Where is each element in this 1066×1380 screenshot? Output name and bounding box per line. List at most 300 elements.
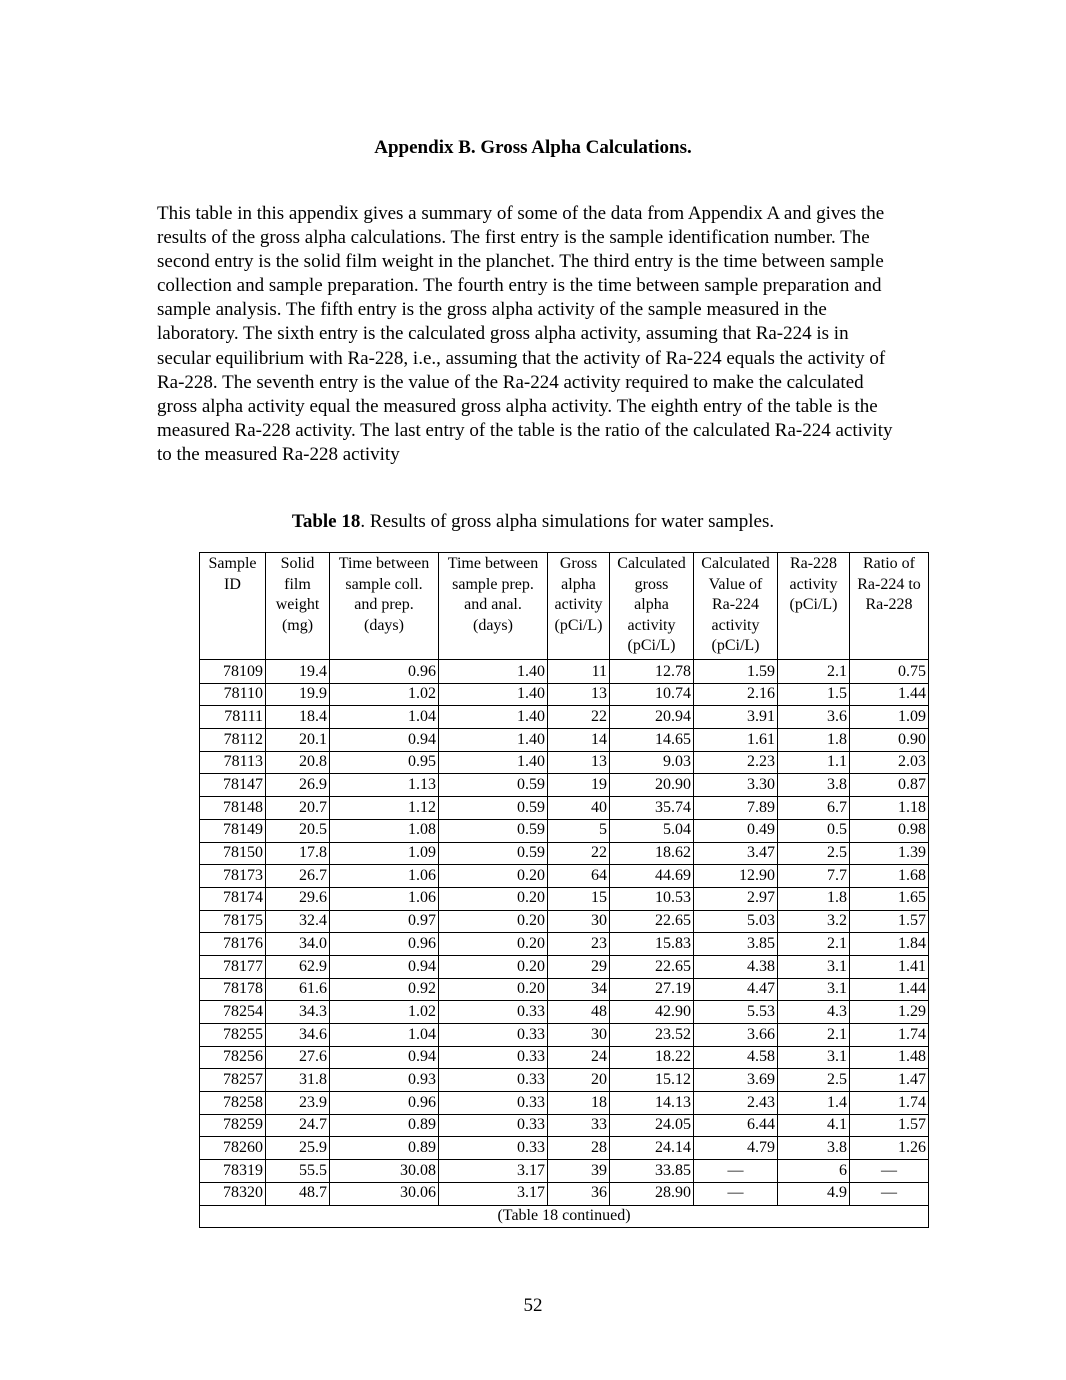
table-row — [200, 819, 929, 842]
table-cell: 1.61 — [694, 729, 778, 752]
table-cell: 0.33 — [439, 1092, 548, 1115]
table-continued-note: (Table 18 continued) — [200, 1205, 929, 1227]
table-cell: 6 — [778, 1160, 850, 1183]
table-cell: 14.65 — [610, 729, 694, 752]
table-cell: 5.03 — [694, 910, 778, 933]
table-cell: 22.65 — [610, 955, 694, 978]
table-cell: 19 — [548, 774, 610, 797]
table-cell: 3.91 — [694, 706, 778, 729]
table-cell: 7.7 — [778, 865, 850, 888]
table-cell: 26.7 — [266, 865, 330, 888]
table-cell: 10.53 — [610, 887, 694, 910]
table-cell: 78255 — [200, 1024, 266, 1047]
table-cell: 34.0 — [266, 933, 330, 956]
table-row — [200, 933, 929, 956]
table-cell: 1.13 — [330, 774, 439, 797]
table-cell: 32.4 — [266, 910, 330, 933]
table-cell: 0.96 — [330, 660, 439, 684]
table-cell: 0.92 — [330, 978, 439, 1001]
column-header-line: Ra-224 — [711, 596, 760, 613]
table-cell: 20.90 — [610, 774, 694, 797]
column-header-line: sample coll. — [345, 575, 423, 593]
table-cell: 0.20 — [439, 978, 548, 1001]
appendix-heading: Appendix B. Gross Alpha Calculations. — [374, 137, 692, 158]
table-cell: 0.33 — [439, 1137, 548, 1160]
column-header — [778, 553, 850, 660]
table-cell: 3.1 — [778, 978, 850, 1001]
table-cell: 1.09 — [330, 842, 439, 865]
table-cell: 4.1 — [778, 1114, 850, 1137]
intro-line: collection and sample preparation. The fourth entry is the time between sample preparation and — [157, 275, 882, 297]
table-cell: 0.33 — [439, 1046, 548, 1069]
table-cell: 30.06 — [330, 1182, 439, 1205]
table-row — [200, 910, 929, 933]
table-cell: 0.94 — [330, 1046, 439, 1069]
table-row — [200, 842, 929, 865]
column-header-line: Solid — [280, 555, 315, 572]
table-cell: 29.6 — [266, 887, 330, 910]
table-cell: 20.1 — [266, 729, 330, 752]
table-cell: 3.47 — [694, 842, 778, 865]
column-header-line: (mg) — [281, 616, 314, 634]
table-cell: 2.23 — [694, 751, 778, 774]
table-cell: 0.33 — [439, 1069, 548, 1092]
table-cell: 1.08 — [330, 819, 439, 842]
table-cell: 2.16 — [694, 683, 778, 706]
table-cell: 9.03 — [610, 751, 694, 774]
page-number: 52 — [523, 1295, 543, 1316]
table-cell: 1.74 — [850, 1024, 929, 1047]
column-header-line: and prep. — [354, 596, 414, 613]
table-cell: 1.8 — [778, 887, 850, 910]
table-cell: 78319 — [200, 1160, 266, 1183]
table-cell: 0.5 — [778, 819, 850, 842]
table-cell: 33 — [548, 1114, 610, 1137]
table-cell: 2.5 — [778, 842, 850, 865]
table-cell: 30 — [548, 1024, 610, 1047]
column-header-line: activity — [554, 596, 603, 613]
table-cell: 22 — [548, 842, 610, 865]
table-cell: 1.06 — [330, 887, 439, 910]
table-cell: 1.1 — [778, 751, 850, 774]
table-cell: 2.5 — [778, 1069, 850, 1092]
table-cell: 5 — [548, 819, 610, 842]
table-cell: 1.06 — [330, 865, 439, 888]
table-cell: 1.48 — [850, 1046, 929, 1069]
table-cell: 1.04 — [330, 1024, 439, 1047]
table-cell: 0.75 — [850, 660, 929, 684]
column-header-line: Time between — [447, 555, 539, 572]
table-cell: 78258 — [200, 1092, 266, 1115]
table-row — [200, 797, 929, 820]
table-cell: 1.40 — [439, 729, 548, 752]
column-header-line: Ra-224 to — [857, 575, 921, 593]
column-header-line: Value of — [708, 575, 763, 593]
table-cell: 36 — [548, 1182, 610, 1205]
table-cell: 0.87 — [850, 774, 929, 797]
table-row — [200, 660, 929, 684]
table-cell: 18.22 — [610, 1046, 694, 1069]
column-header — [200, 553, 266, 660]
column-header-line: Sample — [208, 555, 257, 572]
table-cell: 78178 — [200, 978, 266, 1001]
column-header-line: Time between — [338, 555, 430, 572]
table-cell: 1.74 — [850, 1092, 929, 1115]
table-cell: 15.83 — [610, 933, 694, 956]
table-cell: 3.8 — [778, 1137, 850, 1160]
table-cell: 0.20 — [439, 955, 548, 978]
table-cell: 34 — [548, 978, 610, 1001]
column-header-line: (pCi/L) — [711, 637, 760, 654]
table-cell: 2.1 — [778, 1024, 850, 1047]
table-cell: 31.8 — [266, 1069, 330, 1092]
table-cell: 34.3 — [266, 1001, 330, 1024]
column-header — [330, 553, 439, 660]
table-cell: 55.5 — [266, 1160, 330, 1183]
table-cell: 78256 — [200, 1046, 266, 1069]
table-cell: 13 — [548, 751, 610, 774]
table-cell: 48 — [548, 1001, 610, 1024]
table-cell: 24.14 — [610, 1137, 694, 1160]
table-cell: 12.90 — [694, 865, 778, 888]
intro-line: to the measured Ra-228 activity — [157, 443, 400, 465]
table-row — [200, 751, 929, 774]
intro-line: second entry is the solid film weight in the planchet. The third entry is the time between sample — [157, 251, 884, 273]
table-cell: 3.8 — [778, 774, 850, 797]
table-cell: 24 — [548, 1046, 610, 1069]
column-header-line: gross — [634, 575, 669, 593]
intro-line: gross alpha activity equal the measured gross alpha activity. The eighth entry of the table is the — [157, 395, 878, 417]
table-header-row — [200, 553, 929, 660]
table-cell: 1.4 — [778, 1092, 850, 1115]
column-header-line: (pCi/L) — [554, 616, 603, 634]
column-header — [850, 553, 929, 660]
column-header-line: (pCi/L) — [627, 637, 676, 654]
table-cell: 78175 — [200, 910, 266, 933]
table-cell: 11 — [548, 660, 610, 684]
table-cell: 78259 — [200, 1114, 266, 1137]
column-header-line: activity — [711, 616, 760, 634]
intro-line: Ra-228. The seventh entry is the value of the Ra-224 activity required to make the calculated — [157, 371, 864, 393]
table-cell: 17.8 — [266, 842, 330, 865]
table-cell: 3.66 — [694, 1024, 778, 1047]
column-header-line: alpha — [561, 575, 596, 593]
column-header-line: Ratio of — [863, 555, 915, 572]
table-cell: 5.04 — [610, 819, 694, 842]
table-cell: 1.65 — [850, 887, 929, 910]
table-cell: 20.94 — [610, 706, 694, 729]
table-cell: 62.9 — [266, 955, 330, 978]
table-cell: 1.84 — [850, 933, 929, 956]
table-cell: 3.30 — [694, 774, 778, 797]
table-cell: 78147 — [200, 774, 266, 797]
column-header-line: Calculated — [701, 555, 770, 572]
table-cell: 3.85 — [694, 933, 778, 956]
column-header-line: sample prep. — [452, 575, 534, 593]
table-cell: 2.03 — [850, 751, 929, 774]
table-cell: 0.98 — [850, 819, 929, 842]
table-cell: 27.19 — [610, 978, 694, 1001]
table-row — [200, 865, 929, 888]
column-header — [610, 553, 694, 660]
table-cell: 29 — [548, 955, 610, 978]
table-cell: 20 — [548, 1069, 610, 1092]
table-cell: 2.1 — [778, 660, 850, 684]
table-cell: 18.62 — [610, 842, 694, 865]
intro-line: measured Ra-228 activity. The last entry of the table is the ratio of the calculated Ra-224 activity — [157, 419, 893, 441]
column-header — [266, 553, 330, 660]
table-cell: 44.69 — [610, 865, 694, 888]
table-cell: 78109 — [200, 660, 266, 684]
table-cell: 23.52 — [610, 1024, 694, 1047]
table-cell: 14 — [548, 729, 610, 752]
table-cell: 3.6 — [778, 706, 850, 729]
table-cell: 39 — [548, 1160, 610, 1183]
table-row — [200, 1182, 929, 1205]
column-header-line: activity — [627, 616, 676, 634]
table-row — [200, 729, 929, 752]
table-cell: 28.90 — [610, 1182, 694, 1205]
column-header-line: (pCi/L) — [789, 596, 838, 613]
table-cell: 2.1 — [778, 933, 850, 956]
table-cell: 0.20 — [439, 865, 548, 888]
column-header-line: ID — [224, 575, 241, 593]
column-header — [548, 553, 610, 660]
table-cell: 18.4 — [266, 706, 330, 729]
table-cell: 0.93 — [330, 1069, 439, 1092]
table-cell: — — [694, 1182, 778, 1205]
intro-line: This table in this appendix gives a summary of some of the data from Appendix A and gives the — [157, 203, 885, 224]
table-cell: 6.7 — [778, 797, 850, 820]
table-cell: 0.59 — [439, 842, 548, 865]
table-cell: 40 — [548, 797, 610, 820]
table-cell: 18 — [548, 1092, 610, 1115]
table-cell: 0.94 — [330, 729, 439, 752]
table-cell: 15.12 — [610, 1069, 694, 1092]
table-cell: 0.96 — [330, 933, 439, 956]
table-cell: 1.39 — [850, 842, 929, 865]
table-cell: 64 — [548, 865, 610, 888]
table-cell: 4.47 — [694, 978, 778, 1001]
table-cell: 0.59 — [439, 774, 548, 797]
intro-line: secular equilibrium with Ra-228, i.e., assuming that the activity of Ra-224 equals the activity of — [157, 347, 886, 369]
table-cell: 3.1 — [778, 955, 850, 978]
column-header-line: Ra-228 — [865, 596, 913, 613]
column-header-line: Gross — [559, 555, 598, 572]
table-cell: 3.69 — [694, 1069, 778, 1092]
column-header — [439, 553, 548, 660]
intro-line: sample analysis. The fifth entry is the gross alpha activity of the sample measured in the — [157, 299, 827, 321]
table-cell: 0.20 — [439, 910, 548, 933]
column-header-line: and anal. — [464, 596, 522, 613]
table-cell: 1.02 — [330, 1001, 439, 1024]
table-cell: 78110 — [200, 683, 266, 706]
table-cell: 0.89 — [330, 1137, 439, 1160]
table-cell: 78174 — [200, 887, 266, 910]
table-cell: 34.6 — [266, 1024, 330, 1047]
table-cell: 0.49 — [694, 819, 778, 842]
table-caption-text: . Results of gross alpha simulations for water samples. — [360, 511, 775, 532]
table-cell: 3.2 — [778, 910, 850, 933]
column-header-line: activity — [789, 575, 838, 593]
table-cell: 20.5 — [266, 819, 330, 842]
table-cell: 0.59 — [439, 819, 548, 842]
table-cell: 4.3 — [778, 1001, 850, 1024]
table-cell: 3.17 — [439, 1182, 548, 1205]
table-row — [200, 1160, 929, 1183]
table-cell: 78148 — [200, 797, 266, 820]
table-cell: 0.33 — [439, 1001, 548, 1024]
table-cell: 0.97 — [330, 910, 439, 933]
table-row — [200, 1114, 929, 1137]
table-cell: 42.90 — [610, 1001, 694, 1024]
table-row — [200, 1069, 929, 1092]
table-cell: 78320 — [200, 1182, 266, 1205]
table-row — [200, 887, 929, 910]
table-cell: 1.04 — [330, 706, 439, 729]
table-row — [200, 706, 929, 729]
table-cell: 1.40 — [439, 660, 548, 684]
table-cell: 48.7 — [266, 1182, 330, 1205]
table-cell: 6.44 — [694, 1114, 778, 1137]
table-cell: 0.59 — [439, 797, 548, 820]
table-cell: 1.40 — [439, 683, 548, 706]
table-cell: 22 — [548, 706, 610, 729]
table-cell: 0.33 — [439, 1024, 548, 1047]
intro-line: laboratory. The sixth entry is the calculated gross alpha activity, assuming that Ra-224 is in — [157, 323, 849, 345]
table-cell: 28 — [548, 1137, 610, 1160]
table-cell: 78254 — [200, 1001, 266, 1024]
column-header-line: Calculated — [617, 555, 686, 572]
table-cell: 0.95 — [330, 751, 439, 774]
column-header-line: film — [284, 575, 311, 593]
table-cell: 78257 — [200, 1069, 266, 1092]
table-cell: 20.7 — [266, 797, 330, 820]
table-continued-row — [200, 1205, 929, 1227]
table-cell: — — [850, 1160, 929, 1183]
table-cell: 78150 — [200, 842, 266, 865]
table-cell: 23.9 — [266, 1092, 330, 1115]
table-cell: 1.40 — [439, 751, 548, 774]
table-cell: 1.8 — [778, 729, 850, 752]
table-cell: 20.8 — [266, 751, 330, 774]
table-cell: 19.4 — [266, 660, 330, 684]
table-cell: 0.89 — [330, 1114, 439, 1137]
table-cell: 2.97 — [694, 887, 778, 910]
table-cell: 1.59 — [694, 660, 778, 684]
table-cell: 3.1 — [778, 1046, 850, 1069]
table-cell: 1.09 — [850, 706, 929, 729]
table-row — [200, 955, 929, 978]
table-cell: — — [694, 1160, 778, 1183]
table-cell: 78149 — [200, 819, 266, 842]
table-cell: 1.57 — [850, 1114, 929, 1137]
table-cell: 78113 — [200, 751, 266, 774]
table-cell: 1.26 — [850, 1137, 929, 1160]
table-cell: 78112 — [200, 729, 266, 752]
column-header-line: alpha — [634, 596, 669, 613]
table-cell: — — [850, 1182, 929, 1205]
table-cell: 30.08 — [330, 1160, 439, 1183]
table-cell: 4.79 — [694, 1137, 778, 1160]
table-cell: 12.78 — [610, 660, 694, 684]
table-cell: 78176 — [200, 933, 266, 956]
table-row — [200, 978, 929, 1001]
column-header-line: Ra-228 — [789, 555, 838, 572]
table-cell: 13 — [548, 683, 610, 706]
table-cell: 1.41 — [850, 955, 929, 978]
table-cell: 33.85 — [610, 1160, 694, 1183]
table-cell: 1.12 — [330, 797, 439, 820]
table-cell: 27.6 — [266, 1046, 330, 1069]
table-cell: 78260 — [200, 1137, 266, 1160]
table-cell: 1.40 — [439, 706, 548, 729]
table-cell: 10.74 — [610, 683, 694, 706]
table-cell: 4.58 — [694, 1046, 778, 1069]
table-row — [200, 1137, 929, 1160]
table-cell: 1.5 — [778, 683, 850, 706]
table-cell: 14.13 — [610, 1092, 694, 1115]
table-cell: 7.89 — [694, 797, 778, 820]
table-cell: 1.44 — [850, 683, 929, 706]
table-cell: 30 — [548, 910, 610, 933]
table-cell: 1.47 — [850, 1069, 929, 1092]
table-row — [200, 1001, 929, 1024]
table-cell: 61.6 — [266, 978, 330, 1001]
table-cell: 24.7 — [266, 1114, 330, 1137]
table-cell: 5.53 — [694, 1001, 778, 1024]
table-cell: 1.18 — [850, 797, 929, 820]
table-cell: 24.05 — [610, 1114, 694, 1137]
column-header-line: (days) — [473, 616, 513, 634]
table-cell: 4.9 — [778, 1182, 850, 1205]
column-header-line: weight — [275, 596, 320, 613]
results-table — [199, 552, 929, 1228]
table-cell: 2.43 — [694, 1092, 778, 1115]
table-cell: 1.57 — [850, 910, 929, 933]
table-cell: 3.17 — [439, 1160, 548, 1183]
table-cell: 35.74 — [610, 797, 694, 820]
intro-line: results of the gross alpha calculations. The first entry is the sample identification number. The — [157, 227, 870, 249]
table-row — [200, 1046, 929, 1069]
table-cell: 15 — [548, 887, 610, 910]
table-cell: 0.94 — [330, 955, 439, 978]
table-caption — [0, 510, 1066, 534]
table-cell: 23 — [548, 933, 610, 956]
table-caption-label: Table 18 — [291, 511, 361, 532]
table-row — [200, 774, 929, 797]
table-cell: 22.65 — [610, 910, 694, 933]
table-body — [200, 660, 929, 1228]
table-cell: 4.38 — [694, 955, 778, 978]
table-cell: 1.68 — [850, 865, 929, 888]
table-cell: 0.96 — [330, 1092, 439, 1115]
intro-paragraph — [157, 202, 977, 467]
table-row — [200, 1024, 929, 1047]
table-cell: 1.02 — [330, 683, 439, 706]
table-cell: 1.44 — [850, 978, 929, 1001]
table-row — [200, 683, 929, 706]
table-cell: 0.20 — [439, 933, 548, 956]
table-cell: 1.29 — [850, 1001, 929, 1024]
table-row — [200, 1092, 929, 1115]
table-cell: 19.9 — [266, 683, 330, 706]
table-cell: 0.20 — [439, 887, 548, 910]
column-header — [694, 553, 778, 660]
table-cell: 78111 — [200, 706, 266, 729]
table-cell: 25.9 — [266, 1137, 330, 1160]
table-cell: 78177 — [200, 955, 266, 978]
